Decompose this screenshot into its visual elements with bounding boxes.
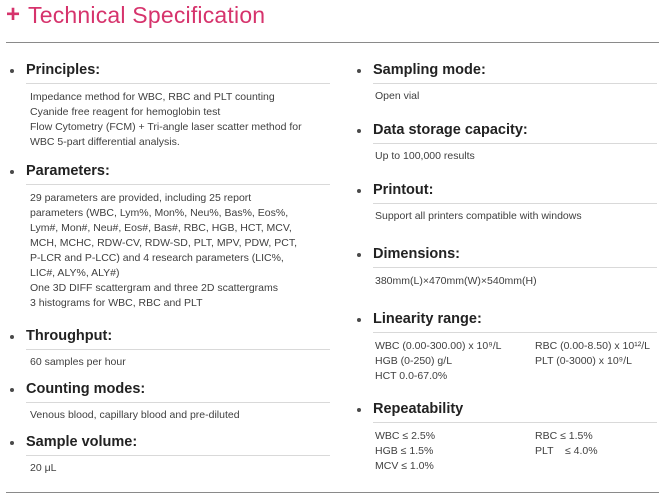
text-line: Lym#, Mon#, Neu#, Eos#, Bas#, RBC, HGB, HCT, MCV, [30, 222, 292, 234]
text-line: 20 μL [30, 462, 57, 474]
bullet-icon [10, 335, 14, 339]
text-line: Open vial [375, 90, 420, 102]
section-printout [357, 182, 657, 224]
section-title: Throughput: [26, 328, 113, 344]
section-throughput [10, 328, 330, 370]
section-sample-volume [10, 434, 330, 476]
bullet-icon [357, 408, 361, 412]
repeatability-hgb: HGB ≤ 1.5% [375, 445, 434, 457]
page-header [6, 0, 265, 30]
section-underline [26, 402, 330, 403]
text-line: Up to 100,000 results [375, 150, 475, 162]
section-title: Principles: [26, 62, 101, 78]
section-underline [373, 332, 657, 333]
section-linearity-range [357, 311, 657, 384]
top-divider [6, 42, 659, 43]
plus-icon: + [6, 1, 21, 28]
page-title: Technical Specification [28, 1, 266, 28]
section-title: Parameters: [26, 163, 110, 179]
linearity-wbc: WBC (0.00-300.00) x 10⁹/L [375, 340, 502, 352]
bullet-icon [357, 189, 361, 193]
bullet-icon [10, 170, 14, 174]
section-data-storage [357, 122, 657, 164]
bullet-icon [10, 388, 14, 392]
section-title: Dimensions: [373, 246, 461, 262]
text-line: 60 samples per hour [30, 356, 126, 368]
text-line: 3 histograms for WBC, RBC and PLT [30, 297, 203, 309]
text-line: 380mm(L)×470mm(W)×540mm(H) [375, 275, 537, 287]
bullet-icon [357, 253, 361, 257]
section-underline [373, 203, 657, 204]
linearity-rbc: RBC (0.00-8.50) x 10¹²/L [535, 340, 650, 352]
section-title: Printout: [373, 182, 434, 198]
bullet-icon [357, 318, 361, 322]
text-line: Support all printers compatible with windows [375, 210, 582, 222]
text-line: WBC 5-part differential analysis. [30, 136, 180, 148]
section-underline [26, 83, 330, 84]
section-underline [373, 422, 657, 423]
section-underline [26, 184, 330, 185]
section-title: Sampling mode: [373, 62, 486, 78]
text-line: LIC#, ALY%, ALY#) [30, 267, 120, 279]
section-title: Linearity range: [373, 311, 482, 327]
bullet-icon [10, 441, 14, 445]
text-line: 29 parameters are provided, including 25 report [30, 192, 252, 204]
section-underline [26, 455, 330, 456]
text-line: Cyanide free reagent for hemoglobin test [30, 106, 221, 118]
text-line: P-LCR and P-LCC) and 4 research parameters (LIC%, [30, 252, 284, 264]
section-sampling-mode [357, 62, 657, 104]
section-underline [26, 349, 330, 350]
linearity-hgb: HGB (0-250) g/L [375, 355, 453, 367]
section-title: Data storage capacity: [373, 122, 528, 138]
repeatability-mcv: MCV ≤ 1.0% [375, 460, 434, 472]
bullet-icon [10, 69, 14, 73]
repeatability-plt: PLT ≤ 4.0% [535, 445, 598, 457]
section-underline [373, 143, 657, 144]
linearity-hct: HCT 0.0-67.0% [375, 370, 448, 382]
section-counting-modes [10, 381, 330, 423]
repeatability-rbc: RBC ≤ 1.5% [535, 430, 593, 442]
text-line: Flow Cytometry (FCM) + Tri-angle laser scatter method for [30, 121, 302, 133]
bullet-icon [357, 69, 361, 73]
text-line: MCH, MCHC, RDW-CV, RDW-SD, PLT, MPV, PDW, PCT, [30, 237, 297, 249]
text-line: One 3D DIFF scattergram and three 2D scattergrams [30, 282, 279, 294]
repeatability-wbc: WBC ≤ 2.5% [375, 430, 436, 442]
bullet-icon [357, 129, 361, 133]
section-dimensions [357, 246, 657, 289]
bottom-divider [6, 492, 659, 493]
text-line: Venous blood, capillary blood and pre-diluted [30, 409, 240, 421]
text-line: Impedance method for WBC, RBC and PLT counting [30, 91, 275, 103]
section-parameters [10, 163, 330, 311]
section-title: Sample volume: [26, 434, 138, 450]
section-title: Repeatability [373, 401, 464, 417]
section-underline [373, 83, 657, 84]
linearity-plt: PLT (0-3000) x 10⁹/L [535, 355, 632, 367]
section-repeatability [357, 401, 657, 474]
section-underline [373, 267, 657, 268]
section-principles [10, 62, 330, 150]
section-title: Counting modes: [26, 381, 146, 397]
text-line: parameters (WBC, Lym%, Mon%, Neu%, Bas%, Eos%, [30, 207, 289, 219]
